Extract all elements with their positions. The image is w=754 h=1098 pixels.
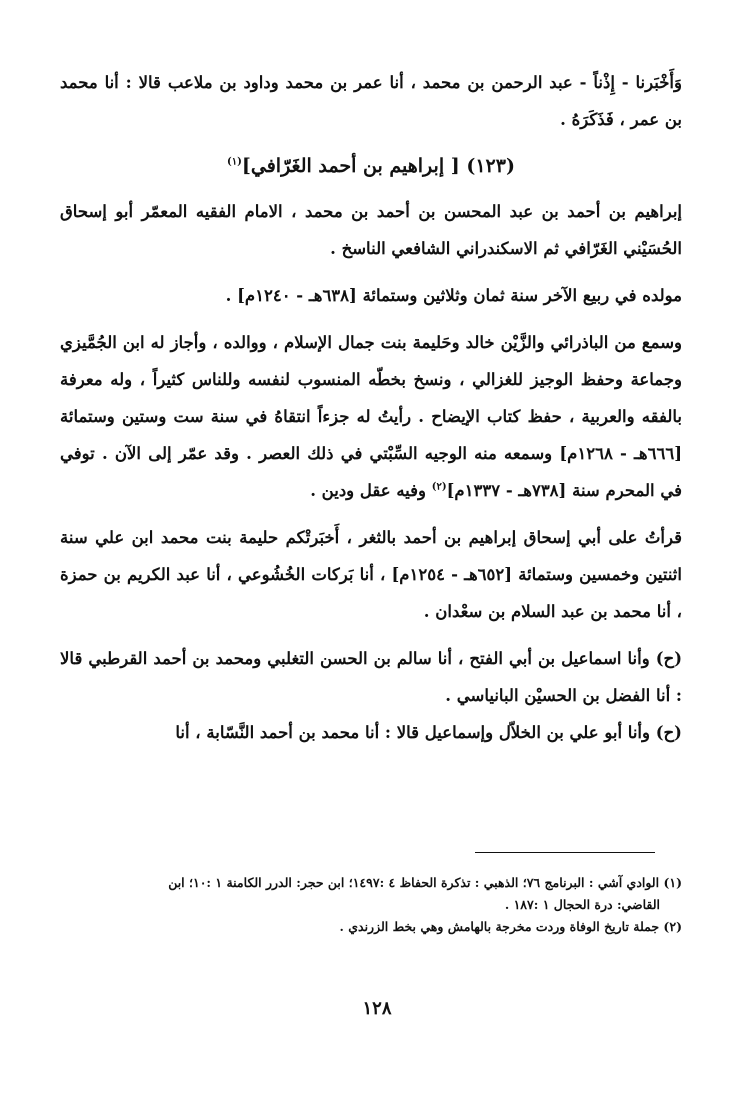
entry-heading-text: (١٢٣) [ إبراهيم بن أحمد الغَرّافي] [241, 155, 515, 177]
footnote-1-continued: القاضي: درة الحجال ١ :١٨٧ . [504, 897, 660, 912]
paragraph-isnad-intro: وَأَخْبَرنا - إِذْناً - عبد الرحمن بن محمد ، أنا عمر بن محمد وداود بن ملاعب قالا : أنا محمد بن عمر ، فَذَكَرَهُ . [60, 73, 682, 129]
footnote-ref-2[interactable]: (٢) [431, 481, 447, 493]
footnote-divider [475, 852, 655, 853]
footnote-1: (١) الوادي آشي : البرنامج ٧٦؛ الذهبي : تذكرة الحفاظ ٤ :١٤٩٧؛ ابن حجر: الدرر الكامنة ١ :١٠؛ ابن [168, 875, 682, 890]
footnote-ref-1[interactable]: (١) [227, 156, 242, 168]
paragraph-biography [60, 324, 682, 509]
main-text [60, 64, 682, 751]
paragraph-birth: مولده في ربيع الآخر سنة ثمان وثلاثين وستمائة [٦٣٨هـ - ١٢٤٠م] . [225, 286, 682, 305]
footnote-2: (٢) جملة تاريخ الوفاة وردت مخرجة بالهامش وهي بخط الزرندي . [339, 919, 682, 934]
biography-text: وسمع من الباذرائي والزَّيْن خالد وحَليمة بنت جمال الإسلام ، ووالده ، وأجاز له ابن الجُمَّيزي وجماعة وحفظ الوجيز للغزالي ، ونسخ بخطّه المنسوب لنفسه وللناس كثيراً ، وله معرفة بالفقه والعربية ، حفظ كتاب الإيضاح . رأيتُ له جزءاً انتقاهُ في سنة ست وستين وستمائة [٦٦٦هـ - ١٢٦٨م] وسمعه منه الوجيه السِّبْتي في ذلك العصر . وقد عمّر إلى الآن . توفي في المحرم سنة [٧٣٨هـ - ١٣٣٧م] [60, 333, 682, 500]
entry-heading [60, 148, 682, 185]
paragraph-chain-2: (ح) وأنا أبو علي بن الخلاّل وإسماعيل قالا : أنا محمد بن أحمد النَّسّابة ، أنا [175, 723, 682, 742]
page-number: ١٢٨ [362, 998, 392, 1019]
biography-text-end: وفيه عقل ودين . [310, 481, 432, 500]
footnotes [60, 872, 682, 938]
paragraph-chain-1: (ح) وأنا اسماعيل بن أبي الفتح ، أنا سالم بن الحسن التغلبي ومحمد بن أحمد القرطبي قالا : أنا الفضل بن الحسيْن البانياسي . [60, 649, 682, 705]
paragraph-reading: قرأتُ على أبي إسحاق إبراهيم بن أحمد بالثغر ، أَخبَرتْكم حليمة بنت محمد ابن علي سنة اثنتين وخمسين وستمائة [٦٥٢هـ - ١٢٥٤م] ، أنا بَركات الخُشُوعي ، أنا عبد الكريم بن حمزة ، أنا محمد بن عبد السلام بن سعْدان . [60, 528, 682, 621]
paragraph-name: إبراهيم بن أحمد بن عبد المحسن بن أحمد بن محمد ، الامام الفقيه المعمّر أبو إسحاق الحُسَيْني الغَرّافي ثم الاسكندراني الشافعي الناسخ . [60, 202, 682, 258]
